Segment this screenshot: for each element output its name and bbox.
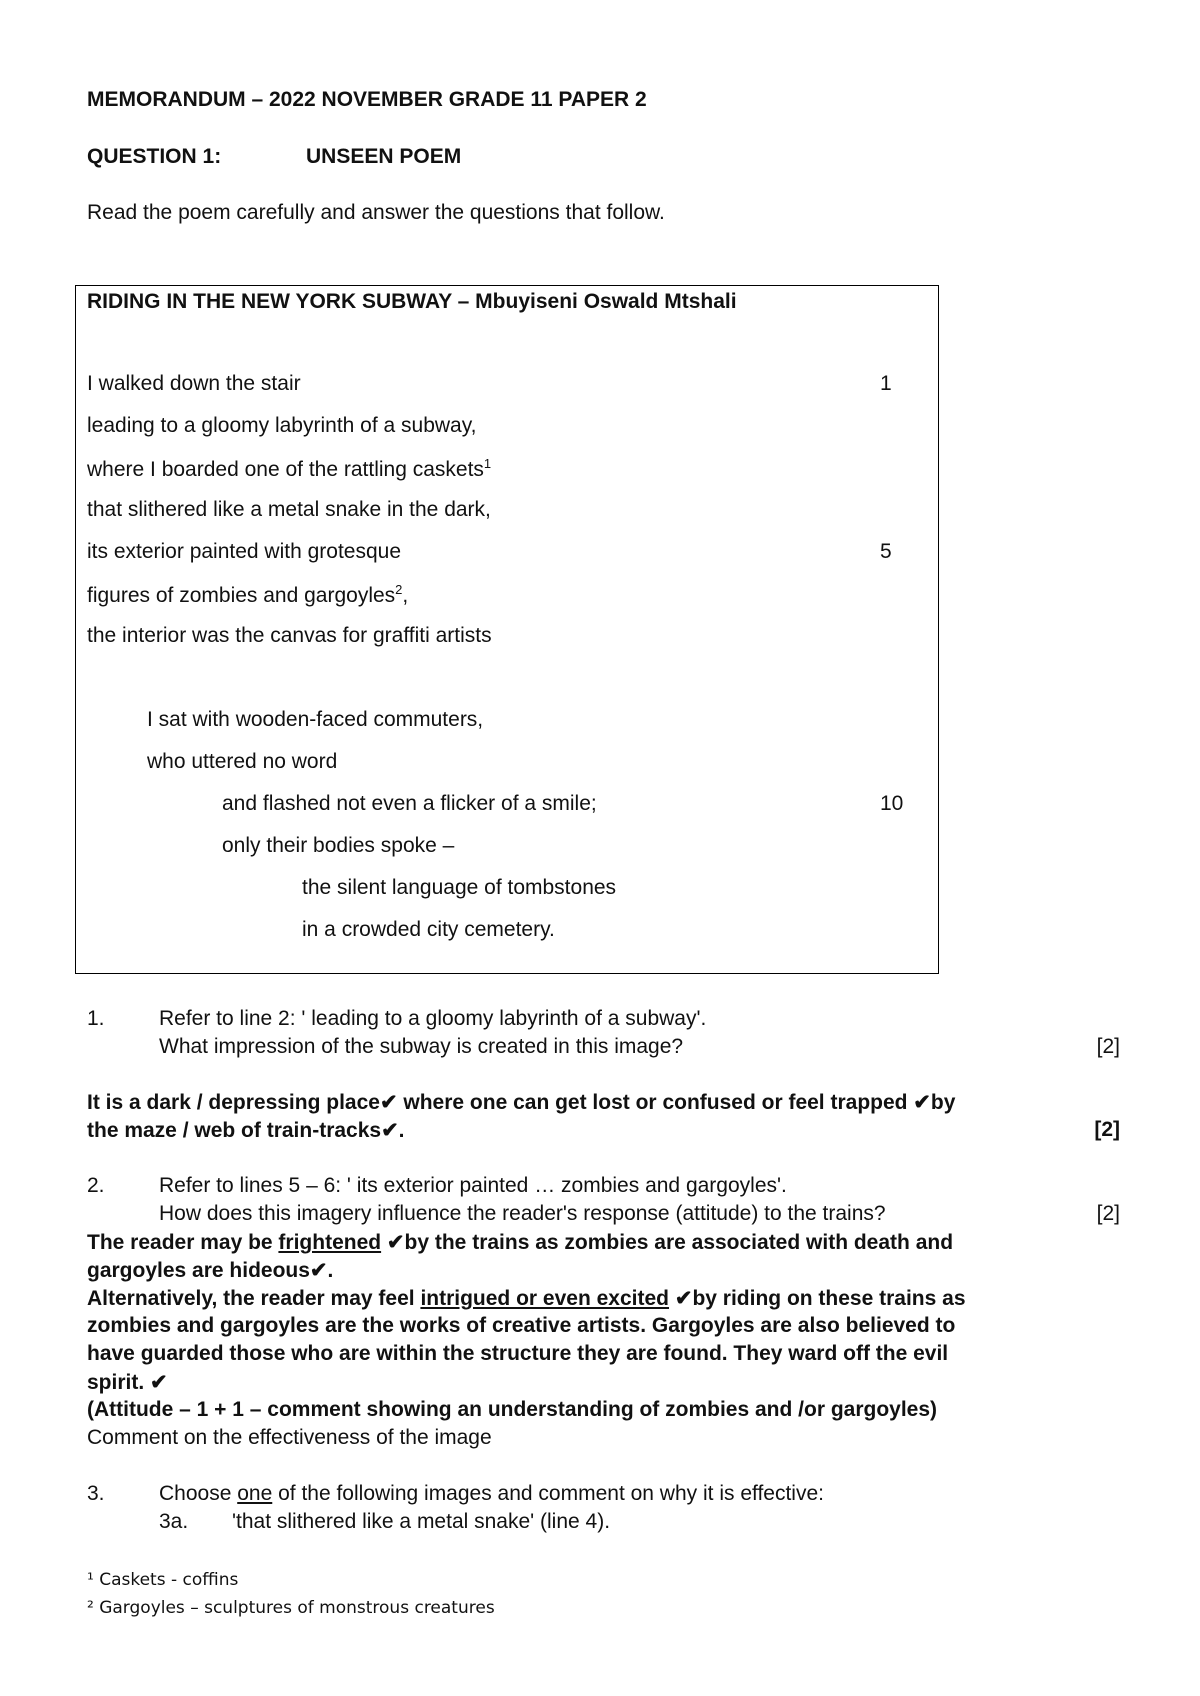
q2-line-b: How does this imagery influence the reader's response (attitude) to the trains?	[159, 1202, 886, 1225]
q2-line-a: Refer to lines 5 – 6: ' its exterior painted … zombies and gargoyles'.	[159, 1174, 787, 1197]
q2-answer-1: The reader may be frightened ✔by the trains as zombies are associated with death and	[87, 1231, 954, 1254]
poem-line-12: the silent language of tombstones	[302, 876, 617, 899]
footnote-ref-2: 2	[395, 582, 403, 597]
poem-line-13: in a crowded city cemetery.	[302, 918, 555, 941]
q3-sub-text: 'that slithered like a metal snake' (line 4).	[232, 1510, 611, 1533]
question-topic: UNSEEN POEM	[306, 145, 462, 168]
line-number-1: 1	[880, 372, 892, 395]
poem-box	[75, 285, 939, 974]
poem-line-2: leading to a gloomy labyrinth of a subway,	[87, 414, 477, 437]
poem-line-5: its exterior painted with grotesque	[87, 540, 402, 563]
poem-line-8: I sat with wooden-faced commuters,	[147, 708, 484, 731]
q2-mark: [2]	[1096, 1202, 1120, 1225]
instruction-text: Read the poem carefully and answer the questions that follow.	[87, 201, 665, 224]
poem-line-3: where I boarded one of the rattling caskets$^1$	[87, 456, 492, 481]
poem-line-9: who uttered no word	[147, 750, 338, 773]
question-label: QUESTION 1:	[87, 145, 222, 168]
q2-answer-4: zombies and gargoyles are the works of creative artists. Gargoyles are also believed to	[87, 1314, 956, 1337]
q2-answer-5: have guarded those who are within the structure they are found. They ward off the evil	[87, 1342, 949, 1365]
q2-answer-3: Alternatively, the reader may feel intrigued or even excited ✔by riding on these trains as	[87, 1287, 966, 1310]
poem-line-4: that slithered like a metal snake in the dark,	[87, 498, 491, 521]
poem-line-10: and flashed not even a flicker of a smile;	[222, 792, 597, 815]
poem-line-6: figures of zombies and gargoyles$^2$,	[87, 582, 409, 607]
q3-line-a: Choose one of the following images and comment on why it is effective:	[159, 1482, 824, 1505]
line-number-5: 5	[880, 540, 892, 563]
memo-title: MEMORANDUM – 2022 NOVEMBER GRADE 11 PAPER 2	[87, 88, 647, 111]
q2-answer-7: (Attitude – 1 + 1 – comment showing an understanding of zombies and /or gargoyles)	[87, 1398, 938, 1421]
q2-number: 2.	[87, 1174, 105, 1197]
q1-answer-mark: [2]	[1094, 1118, 1120, 1141]
q1-mark: [2]	[1096, 1035, 1120, 1058]
q1-answer-b: the maze / web of train-tracks✔.	[87, 1119, 405, 1142]
q3-number: 3.	[87, 1482, 105, 1505]
footnote-1: ¹ Caskets - coffins	[87, 1570, 239, 1590]
poem-line-11: only their bodies spoke –	[222, 834, 455, 857]
poem-line-7: the interior was the canvas for graffiti artists	[87, 624, 492, 647]
q2-answer-6: spirit. ✔	[87, 1371, 168, 1394]
poem-line-1: I walked down the stair	[87, 372, 301, 395]
q2-answer-2: gargoyles are hideous✔.	[87, 1259, 334, 1282]
question-heading	[87, 145, 462, 169]
q1-number: 1.	[87, 1007, 105, 1030]
poem-title: RIDING IN THE NEW YORK SUBWAY – Mbuyiseni Oswald Mtshali	[87, 290, 737, 313]
q2-note: Comment on the effectiveness of the image	[87, 1426, 492, 1449]
q3-sub-number: 3a.	[159, 1510, 189, 1533]
footnote-ref-1: 1	[483, 456, 492, 471]
line-number-10: 10	[880, 792, 904, 815]
q1-line-b: What impression of the subway is created in this image?	[159, 1035, 684, 1058]
q1-line-a: Refer to line 2: ' leading to a gloomy labyrinth of a subway'.	[159, 1007, 707, 1030]
q1-answer-a: It is a dark / depressing place✔ where one can get lost or confused or feel trapped ✔by	[87, 1091, 956, 1114]
footnote-2: ² Gargoyles – sculptures of monstrous creatures	[87, 1598, 495, 1618]
